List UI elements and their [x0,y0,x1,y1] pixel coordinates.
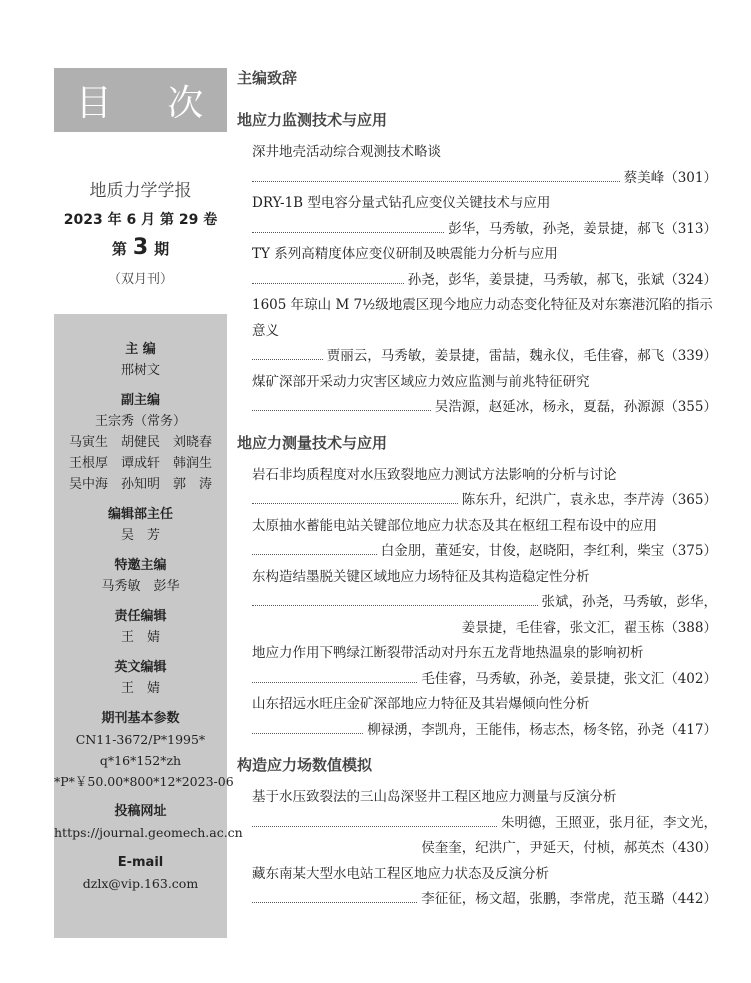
invited-editors-names: 马秀敏 彭华 [101,579,180,594]
dot-leader [252,554,377,555]
deputy-editors-line: 王根厚 谭成轩 韩润生 [68,456,212,471]
article-authors-page: 贾丽云，马秀敏，姜景捷，雷喆，魏永仪，毛佳睿，郝飞（339） [326,348,717,364]
article-title[interactable]: 岩石非均质程度对水压致裂地应力测试方法影响的分析与讨论 [252,466,617,483]
issue-prefix: 第 [111,240,127,258]
article-title[interactable]: 煤矿深部开采动力灾害区域应力效应监测与前兆特征研究 [252,373,590,390]
chief-editor-name: 邢树文 [120,363,160,378]
article-authors-page: 吴浩源，赵延冰，杨永，夏磊，孙源源（355） [434,399,717,415]
article-byline [252,718,717,744]
article-byline [252,887,717,913]
section-heading-stress-monitoring: 地应力监测技术与应用 [237,111,388,129]
article-authors-page: 朱明德，王照亚，张月征，李文光， [501,814,717,831]
article-authors-page: 孙尧，彭华，姜景捷，马秀敏，郝飞，张斌（324） [407,271,717,288]
article-title[interactable]: DRY-1B 型电容分量式钻孔应变仪关键技术与应用 [252,195,551,211]
contents-title: 目 次 [54,68,227,132]
english-editor [54,658,227,699]
dot-leader [252,181,620,182]
article-authors-page: 陈东升，纪洪广，袁永忠，李芹涛（365） [461,492,717,508]
deputy-editors-label: 副主编 [120,393,160,408]
dot-leader [252,733,363,734]
article-title[interactable]: 基于水压致裂法的三山岛深竖井工程区地应力测量与反演分析 [252,789,617,805]
journal-parameters-line: q*16*152*zh [99,753,182,768]
article-authors-page: 李征征，杨文超，张鹏，李常虎，范玉璐（442） [421,891,717,907]
dot-leader [252,283,404,284]
article-title[interactable]: 藏东南某大型水电站工程区地应力状态及反演分析 [252,865,549,882]
issue-number [54,235,227,260]
office-director-label: 编辑部主任 [107,507,173,522]
journal-info [54,176,227,287]
submission-website-url[interactable]: https://journal.geomech.ac.cn [54,825,243,840]
article-authors-page: 蔡美峰（301） [623,169,717,186]
dot-leader [252,902,417,903]
article-title[interactable]: 太原抽水蓄能电站关键部位地应力状态及其在枢纽工程布设中的应用 [252,517,657,534]
journal-name: 地质力学学报 [89,181,192,201]
toc-entry[interactable] [252,692,717,743]
contact-email-label: E-mail [117,855,164,870]
editorial-staff-panel [54,314,243,938]
submission-website-label: 投稿网址 [114,804,167,819]
article-title[interactable]: 东构造结墨脱关键区域地应力场特征及其构造稳定性分析 [252,568,590,585]
left-column [54,68,227,287]
article-byline-continued [252,836,717,862]
article-authors-page: 姜景捷，毛佳睿，张文汇，翟玉栋（388） [461,619,717,636]
contact-email-address[interactable]: dzlx@vip.163.com [82,876,199,891]
editor-message-heading[interactable]: 主编致辞 [237,69,298,87]
responsible-editor-label: 责任编辑 [114,609,167,624]
article-byline [252,166,717,192]
article-byline [252,344,717,370]
article-title[interactable]: 深井地壳活动综合观测技术略谈 [252,144,441,160]
toc-entry[interactable] [252,140,717,191]
article-title[interactable]: 地应力作用下鸭绿江断裂带活动对丹东五龙背地热温泉的影响初析 [252,645,644,661]
dot-leader [252,682,417,683]
responsible-editor-name: 王 婧 [120,630,160,645]
issue-suffix: 期 [154,240,170,258]
invited-editors-label: 特邀主编 [114,558,167,573]
responsible-editor [54,607,227,648]
journal-parameters-label: 期刊基本参数 [101,711,180,726]
article-byline [252,590,717,616]
article-authors-page: 侯奎奎，纪洪广，尹延天，付桢，郝英杰（430） [421,840,717,856]
toc-entry[interactable] [252,514,717,565]
section-heading-stress-measurement: 地应力测量技术与应用 [237,433,388,452]
dot-leader [252,826,497,827]
deputy-editors-line: 王宗秀（常务） [94,414,186,429]
toc-entry[interactable] [252,293,717,370]
table-of-contents [237,66,717,913]
article-byline [252,488,717,514]
article-title[interactable]: 1605 年琼山 M 7½级地震区现今地应力动态变化特征及对东寨港沉陷的指示意义 [252,297,713,339]
article-authors-page: 柳禄湧，李凯舟，王能伟，杨志杰，杨冬铭，孙尧（417） [367,721,717,738]
journal-parameters-line: *P*￥50.00*800*12*2023-06 [54,774,234,789]
article-title[interactable]: 山东招远水旺庄金矿深部地应力特征及其岩爆倾向性分析 [252,696,590,712]
deputy-editors-line: 吴中海 孙知明 郭 涛 [68,477,212,492]
toc-entry[interactable] [252,785,717,862]
toc-entry[interactable] [252,370,717,421]
article-byline [252,217,717,243]
english-editor-label: 英文编辑 [114,660,167,675]
article-byline [252,539,717,565]
invited-editors [54,556,227,597]
article-authors-page: 毛佳睿，马秀敏，孙尧，姜景捷，张文汇（402） [421,670,717,687]
dot-leader [252,503,458,504]
article-title[interactable]: TY 系列高精度体应变仪研制及映震能力分析与应用 [252,246,558,262]
publication-frequency: （双月刊） [107,272,173,287]
toc-entry[interactable] [252,641,717,692]
chief-editor-label: 主 编 [125,342,156,357]
office-director-name: 吴 芳 [120,528,160,543]
toc-entry[interactable] [252,242,717,293]
chief-editor [54,340,227,381]
article-byline [252,667,717,693]
article-byline [252,811,717,837]
toc-entry[interactable] [252,463,717,514]
submission-website [54,802,243,843]
toc-entry[interactable] [252,862,717,913]
issue-number-value: 3 [132,235,149,260]
toc-entry[interactable] [252,191,717,242]
toc-entry[interactable] [252,565,717,642]
article-authors-page: 张斌，孙尧，马秀敏，彭华， [541,594,717,610]
office-director [54,505,227,546]
journal-parameters-line: CN11-3672/P*1995* [75,732,206,747]
dot-leader [252,605,538,606]
dot-leader [252,232,444,233]
issue-date-volume: 2023 年 6 月 第 29 卷 [63,212,218,228]
article-authors-page: 白金朋，董延安，甘俊，赵晓阳，李红利，柴宝（375） [380,543,717,559]
article-byline [252,268,717,294]
deputy-editors-line: 马寅生 胡健民 刘晓春 [68,435,212,450]
dot-leader [252,410,431,411]
dot-leader [252,359,323,360]
english-editor-name: 王 婧 [120,681,160,696]
section-heading-numerical-simulation: 构造应力场数值模拟 [237,756,373,774]
article-byline-continued [252,616,717,642]
article-authors-page: 彭华，马秀敏，孙尧，姜景捷，郝飞（313） [448,220,717,237]
journal-parameters [54,709,234,792]
article-byline [252,395,717,421]
deputy-editors [54,391,227,495]
contact-email [54,853,227,894]
